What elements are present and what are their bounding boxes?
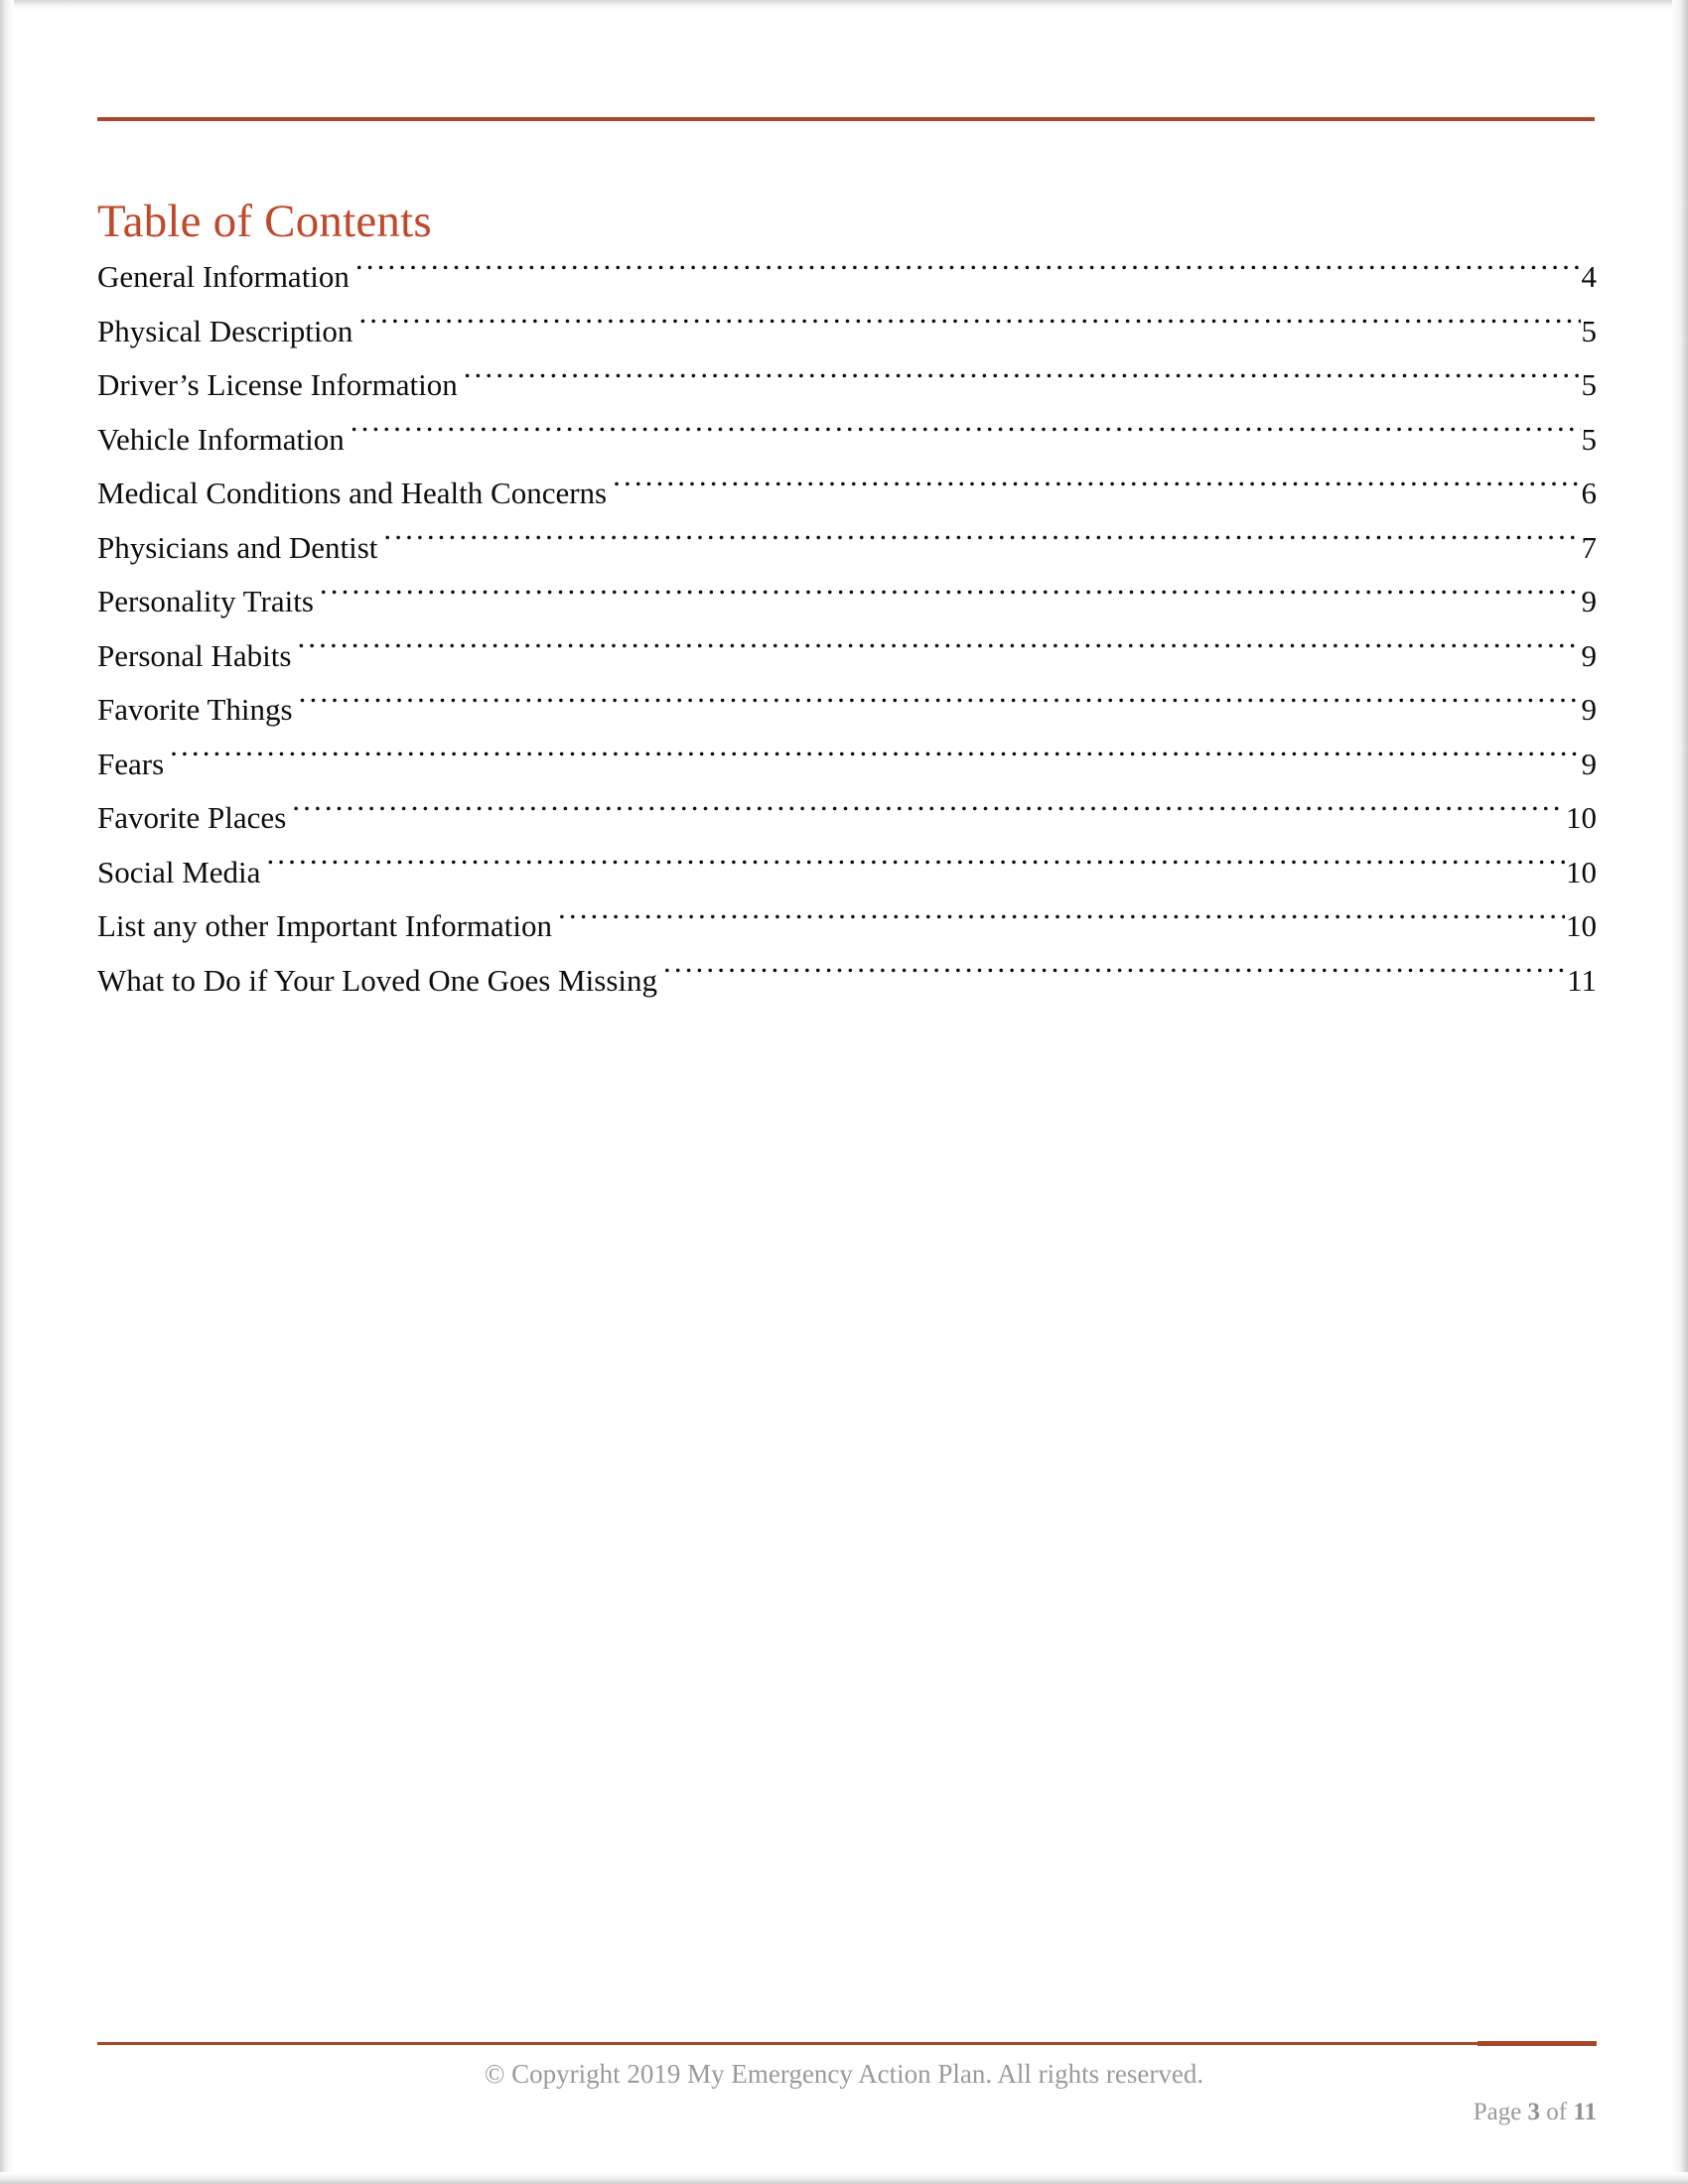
toc-entry-page-number: 9 — [1581, 637, 1597, 673]
toc-entry[interactable] — [97, 413, 1597, 468]
footer-divider-rule — [97, 2042, 1477, 2045]
toc-entry-page-number: 9 — [1581, 584, 1597, 618]
page-edge-top — [0, 0, 1688, 10]
toc-entry[interactable] — [97, 358, 1597, 413]
page-edge-left — [0, 0, 14, 2184]
toc-entry-page-number: 4 — [1581, 259, 1597, 294]
toc-entry-page-number: 10 — [1566, 854, 1597, 889]
toc-entry[interactable] — [97, 629, 1597, 684]
toc-entry-label: Vehicle Information — [97, 421, 345, 457]
toc-entry-page-number: 9 — [1581, 746, 1597, 781]
header-divider-rule — [97, 117, 1595, 121]
toc-entry[interactable] — [97, 521, 1597, 576]
toc-entry[interactable] — [97, 899, 1597, 954]
toc-entry-page-number: 5 — [1581, 421, 1597, 457]
footer-page-number — [1474, 2097, 1597, 2128]
footer-page-middle: of — [1540, 2099, 1574, 2125]
toc-entry-label: List any other Important Information — [97, 908, 552, 943]
toc-entry-label: Personal Habits — [97, 637, 292, 673]
toc-leader-dots — [464, 364, 1581, 395]
toc-leader-dots — [613, 473, 1580, 503]
page-title: Table of Contents — [97, 196, 432, 247]
toc-entry-page-number: 10 — [1566, 908, 1597, 943]
toc-entry-page-number: 5 — [1581, 367, 1597, 402]
toc-entry-label: Physical Description — [97, 313, 353, 348]
toc-entry-label: What to Do if Your Loved One Goes Missing — [97, 962, 657, 998]
footer-page-total: 11 — [1573, 2099, 1597, 2125]
toc-leader-dots — [292, 797, 1565, 828]
toc-entry-label: Driver’s License Information — [97, 367, 458, 402]
toc-leader-dots — [358, 311, 1580, 341]
toc-entry-label: Physicians and Dentist — [97, 529, 378, 565]
toc-entry-label: General Information — [97, 259, 350, 294]
toc-entry-label: Personality Traits — [97, 584, 314, 618]
toc-entry-label: Social Media — [97, 854, 261, 889]
toc-entry-page-number: 10 — [1566, 800, 1597, 835]
footer-copyright: © Copyright 2019 My Emergency Action Plan. All rights reserved. — [484, 2059, 1204, 2089]
toc-leader-dots — [355, 256, 1581, 287]
toc-leader-dots — [266, 852, 1565, 883]
toc-entry-page-number: 5 — [1581, 313, 1597, 348]
toc-list — [97, 250, 1597, 1008]
toc-entry-label: Favorite Places — [97, 800, 287, 835]
toc-entry[interactable] — [97, 250, 1597, 305]
toc-entry-label: Fears — [97, 746, 165, 781]
toc-leader-dots — [383, 527, 1580, 558]
page-edge-bottom — [0, 2172, 1688, 2184]
toc-leader-dots — [663, 960, 1566, 991]
toc-entry-label: Medical Conditions and Health Concerns — [97, 476, 608, 510]
toc-entry-label: Favorite Things — [97, 692, 293, 727]
table-of-contents-section — [97, 195, 1597, 1008]
page-edge-right — [1672, 0, 1688, 2184]
toc-leader-dots — [351, 419, 1581, 450]
toc-leader-dots — [320, 581, 1581, 612]
toc-entry[interactable] — [97, 791, 1597, 846]
toc-leader-dots — [170, 744, 1580, 774]
toc-leader-dots — [558, 905, 1565, 936]
toc-entry[interactable] — [97, 305, 1597, 359]
toc-entry[interactable] — [97, 683, 1597, 738]
toc-entry[interactable] — [97, 467, 1597, 521]
footer-page-current: 3 — [1527, 2099, 1541, 2125]
footer-divider-rule-right — [1477, 2041, 1597, 2046]
toc-entry-page-number: 9 — [1581, 692, 1597, 727]
toc-entry-page-number: 11 — [1567, 962, 1597, 998]
toc-leader-dots — [299, 689, 1581, 720]
toc-entry[interactable] — [97, 954, 1597, 1009]
toc-entry[interactable] — [97, 846, 1597, 900]
toc-entry-page-number: 6 — [1581, 476, 1597, 510]
toc-leader-dots — [297, 635, 1580, 666]
toc-entry-page-number: 7 — [1581, 529, 1597, 565]
toc-entry[interactable] — [97, 575, 1597, 629]
toc-entry[interactable] — [97, 738, 1597, 792]
footer-page-prefix: Page — [1473, 2099, 1528, 2125]
